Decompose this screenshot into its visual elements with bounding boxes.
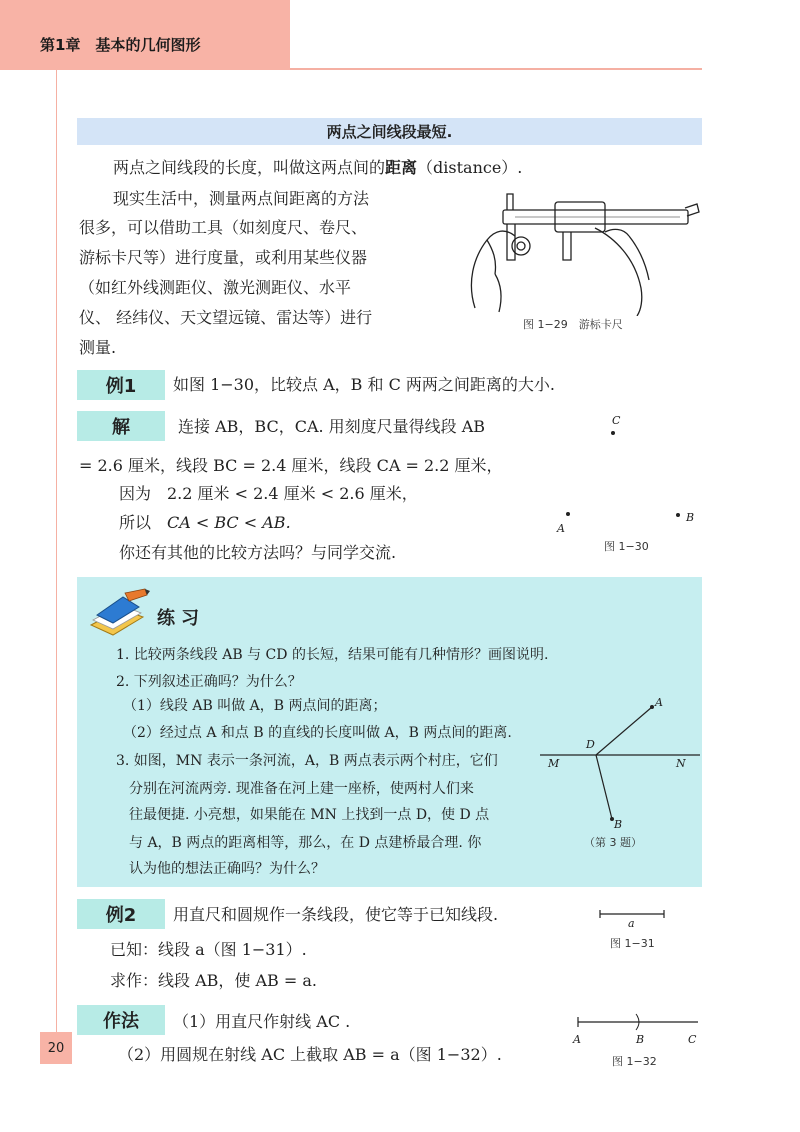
fig130-point-a (566, 512, 570, 516)
caliper-illustration (445, 188, 705, 316)
exercise-q3-line-2: 分别在河流两旁. 现准备在河上建一座桥，使两村人们来 (129, 781, 474, 797)
ray-ac-figure (574, 1012, 700, 1032)
solution-tag: 解 (77, 411, 165, 441)
example1-prompt: 如图 1−30，比较点 A，B 和 C 两两之间距离的大小. (173, 375, 556, 394)
margin-line (56, 70, 57, 1032)
figure-1-30-caption: 图 1−30 (604, 540, 649, 553)
exercise-q2-2: （2）经过点 A 和点 B 的直线的长度叫做 A，B 两点间的距离. (123, 725, 512, 741)
exercise-q3-line-1: 3. 如图，MN 表示一条河流，A，B 两点表示两个村庄，它们 (116, 753, 498, 769)
figure-1-29-caption: 图 1−29 游标卡尺 (523, 318, 623, 331)
so-text: CA < BC < AB. (167, 513, 291, 532)
river-label-m: M (548, 757, 560, 770)
definition-post: （distance）. (417, 158, 523, 177)
section-banner: 两点之间线段最短. (77, 118, 702, 145)
exercise-q3-line-5: 认为他的想法正确吗？为什么？ (129, 861, 325, 877)
ray-label-c: C (688, 1033, 697, 1046)
intro-line-3: 游标卡尺等）进行度量，或利用某些仪器 (79, 248, 368, 267)
exercise-q2: 2. 下列叙述正确吗？为什么？ (116, 674, 302, 690)
intro-line-1: 现实生活中，测量两点间距离的方法 (113, 189, 370, 208)
intro-line-4: （如红外线测距仪、激光测距仪、水平 (79, 278, 352, 297)
fig130-label-a: A (557, 522, 565, 535)
segment-a-label: a (628, 917, 635, 930)
river-label-a: A (655, 696, 663, 709)
figure-1-32-caption: 图 1−32 (612, 1055, 657, 1068)
river-label-b: B (614, 818, 623, 831)
example2-given: 已知：线段 a（图 1−31）. (110, 940, 307, 959)
exercise-title: 练习 (157, 608, 205, 629)
because-text: 2.2 厘米 < 2.4 厘米 < 2.6 厘米， (167, 484, 418, 503)
method-step-1: （1）用直尺作射线 AC . (173, 1012, 351, 1031)
exercise-q1: 1. 比较两条线段 AB 与 CD 的长短，结果可能有几种情形？画图说明. (116, 647, 549, 663)
example2-find: 求作：线段 AB，使 AB = a. (110, 971, 318, 990)
river-label-d: D (586, 738, 595, 751)
exercise-q3-line-3: 往最便捷. 小亮想，如果能在 MN 上找到一点 D，使 D 点 (129, 807, 490, 823)
fig130-label-c: C (612, 414, 621, 427)
so-label: 所以 (119, 513, 152, 532)
term-distance: 距离 (385, 158, 418, 177)
example2-tag: 例2 (77, 899, 165, 929)
intro-line-6: 测量. (79, 338, 117, 357)
ray-label-b: B (636, 1033, 645, 1046)
method-step-2: （2）用圆规在射线 AC 上截取 AB = a（图 1−32）. (118, 1045, 502, 1064)
method-tag: 作法 (77, 1005, 165, 1035)
solution-line-2: = 2.6 厘米，线段 BC = 2.4 厘米，线段 CA = 2.2 厘米， (79, 456, 503, 475)
river-label-n: N (676, 757, 686, 770)
fig130-point-b (676, 513, 680, 517)
definition-line (113, 158, 522, 178)
chapter-title: 第1章 基本的几何图形 (40, 36, 201, 54)
solution-line-1: 连接 AB，BC，CA. 用刻度尺量得线段 AB (178, 417, 486, 436)
because-label: 因为 (119, 484, 152, 503)
solution-question: 你还有其他的比较方法吗？与同学交流. (119, 543, 397, 562)
page-number: 20 (40, 1032, 72, 1064)
figure-1-31-caption: 图 1−31 (610, 937, 655, 950)
exercise-figure-caption: （第 3 题） (584, 836, 642, 849)
intro-line-2: 很多，可以借助工具（如刻度尺、卷尺、 (79, 218, 368, 237)
intro-line-5: 仪、 经纬仪、天文望远镜、雷达等）进行 (79, 308, 373, 327)
example1-tag: 例1 (77, 370, 165, 400)
exercise-q2-1: （1）线段 AB 叫做 A，B 两点间的距离； (123, 698, 387, 714)
definition-pre: 两点之间线段的长度，叫做这两点间的 (113, 158, 386, 177)
fig130-point-c (611, 431, 615, 435)
exercise-q3-line-4: 与 A，B 两点的距离相等，那么，在 D 点建桥最合理. 你 (129, 835, 482, 851)
book-pencil-icon (87, 587, 151, 639)
ray-label-a: A (573, 1033, 581, 1046)
fig130-label-b: B (686, 511, 695, 524)
example2-prompt: 用直尺和圆规作一条线段，使它等于已知线段. (173, 905, 499, 924)
header-rule (290, 68, 702, 70)
